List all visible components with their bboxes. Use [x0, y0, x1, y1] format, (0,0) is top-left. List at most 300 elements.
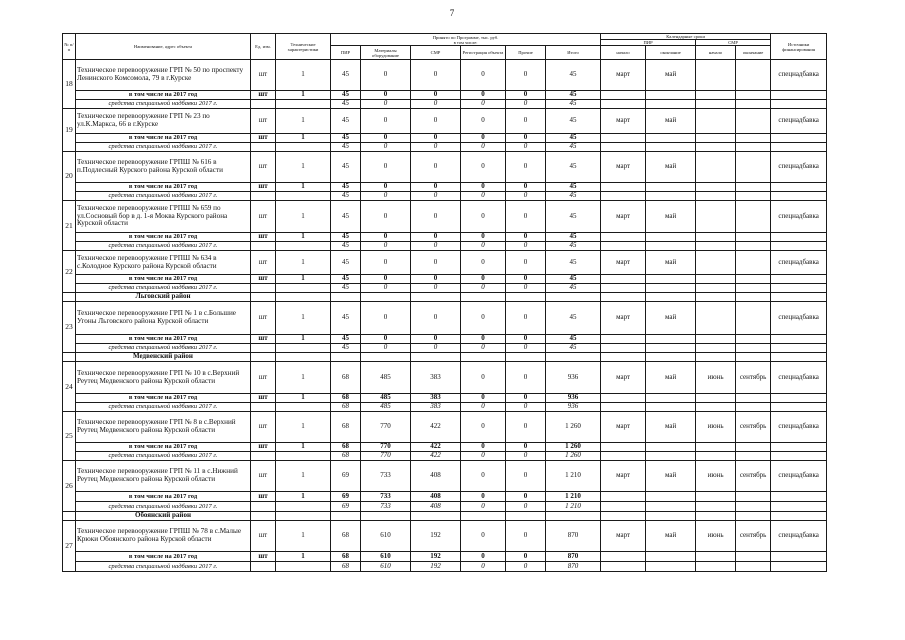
total-cost: 870: [546, 562, 601, 572]
object-row: [63, 521, 827, 552]
fund-label: средства специальной надбавки 2017 г.: [76, 562, 251, 572]
fund-label: средства специальной надбавки 2017 г.: [76, 403, 251, 412]
registration-cost: 0: [461, 183, 506, 192]
materials-cost: 0: [361, 335, 411, 344]
unit: шт: [251, 461, 276, 492]
empty-cell: [771, 275, 827, 284]
total-cost: 936: [546, 362, 601, 394]
smr-cost: 0: [411, 60, 461, 91]
empty-cell: [601, 192, 646, 201]
empty-cell: [771, 91, 827, 100]
empty-cell: [646, 502, 696, 512]
fund-label: средства специальной надбавки 2017 г.: [76, 100, 251, 109]
smr-cost: 408: [411, 502, 461, 512]
materials-cost: 733: [361, 492, 411, 502]
fund-row: [63, 403, 827, 412]
empty-cell: [736, 512, 771, 521]
empty-cell: [276, 344, 331, 353]
other-cost: 0: [506, 201, 546, 233]
funding-source: спецнадбавка: [771, 521, 827, 552]
registration-cost: 0: [461, 60, 506, 91]
registration-cost: 0: [461, 284, 506, 293]
registration-cost: 0: [461, 91, 506, 100]
funding-source: спецнадбавка: [771, 412, 827, 443]
year-row: [63, 233, 827, 242]
pir-cost: 45: [331, 201, 361, 233]
year-row: [63, 183, 827, 192]
registration-cost: 0: [461, 302, 506, 335]
object-name: Техническое перевооружение ГРПШ № 659 по ул.Сосновый бор в д. 1-я Моква Курского района Курской области: [76, 201, 251, 233]
col-header-smr-start: начало: [696, 46, 736, 60]
empty-cell: [736, 353, 771, 362]
empty-cell: [771, 192, 827, 201]
table-header: [63, 34, 827, 60]
row-number: 20: [63, 152, 76, 201]
empty-cell: [696, 183, 736, 192]
col-header-pir-start: начало: [601, 46, 646, 60]
empty-cell: [276, 284, 331, 293]
empty-cell: [646, 562, 696, 572]
unit: шт: [251, 362, 276, 394]
smr-start: июнь: [696, 362, 736, 394]
empty-cell: [251, 562, 276, 572]
empty-cell: [771, 233, 827, 242]
empty-cell: [696, 344, 736, 353]
year-label: в том числе на 2017 год: [76, 275, 251, 284]
empty-cell: [696, 403, 736, 412]
empty-cell: [736, 100, 771, 109]
empty-cell: [646, 134, 696, 143]
row-number: 26: [63, 461, 76, 512]
empty-cell: [696, 284, 736, 293]
fund-label: средства специальной надбавки 2017 г.: [76, 192, 251, 201]
col-header-smr: СМР: [411, 46, 461, 60]
other-cost: 0: [506, 461, 546, 492]
materials-cost: 485: [361, 403, 411, 412]
smr-start: июнь: [696, 521, 736, 552]
year-label: в том числе на 2017 год: [76, 552, 251, 562]
quantity: 1: [276, 183, 331, 192]
fund-row: [63, 242, 827, 251]
funding-source: спецнадбавка: [771, 60, 827, 91]
materials-cost: 610: [361, 552, 411, 562]
other-cost: 0: [506, 152, 546, 183]
empty-cell: [696, 512, 736, 521]
empty-cell: [646, 443, 696, 452]
empty-cell: [646, 344, 696, 353]
year-label: в том числе на 2017 год: [76, 394, 251, 403]
row-number: 18: [63, 60, 76, 109]
materials-cost: 0: [361, 302, 411, 335]
unit: шт: [251, 60, 276, 91]
other-cost: 0: [506, 452, 546, 461]
other-cost: 0: [506, 562, 546, 572]
col-header-pir: ПИР: [331, 46, 361, 60]
funding-source: спецнадбавка: [771, 201, 827, 233]
smr-cost: 0: [411, 251, 461, 275]
row-number: 22: [63, 251, 76, 293]
pir-cost: 68: [331, 552, 361, 562]
registration-cost: 0: [461, 552, 506, 562]
pir-end: май: [646, 152, 696, 183]
pir-cost: 68: [331, 403, 361, 412]
pir-cost: 45: [331, 183, 361, 192]
pir-cost: 68: [331, 443, 361, 452]
year-row: [63, 492, 827, 502]
quantity: 1: [276, 335, 331, 344]
empty-cell: [736, 492, 771, 502]
materials-cost: 733: [361, 502, 411, 512]
pir-cost: 45: [331, 134, 361, 143]
smr-start: [696, 251, 736, 275]
empty-cell: [461, 353, 506, 362]
unit: шт: [251, 91, 276, 100]
empty-cell: [411, 353, 461, 362]
program-table: [62, 33, 827, 572]
registration-cost: 0: [461, 362, 506, 394]
smr-cost: 192: [411, 562, 461, 572]
other-cost: 0: [506, 412, 546, 443]
empty-cell: [601, 91, 646, 100]
registration-cost: 0: [461, 143, 506, 152]
empty-cell: [276, 512, 331, 521]
empty-cell: [546, 293, 601, 302]
empty-cell: [736, 562, 771, 572]
pir-end: май: [646, 201, 696, 233]
pir-cost: 45: [331, 60, 361, 91]
empty-cell: [771, 353, 827, 362]
object-row: [63, 251, 827, 275]
pir-end: май: [646, 461, 696, 492]
smr-end: сентябрь: [736, 521, 771, 552]
col-header-number: № п/п: [63, 34, 76, 60]
other-cost: 0: [506, 275, 546, 284]
other-cost: 0: [506, 335, 546, 344]
empty-cell: [601, 183, 646, 192]
empty-cell: [771, 134, 827, 143]
empty-cell: [601, 293, 646, 302]
row-number: 25: [63, 412, 76, 461]
registration-cost: 0: [461, 562, 506, 572]
empty-cell: [411, 512, 461, 521]
object-row: [63, 412, 827, 443]
empty-cell: [736, 335, 771, 344]
empty-cell: [696, 492, 736, 502]
other-cost: 0: [506, 134, 546, 143]
empty-cell: [771, 284, 827, 293]
empty-cell: [601, 284, 646, 293]
empty-cell: [771, 143, 827, 152]
pir-cost: 45: [331, 91, 361, 100]
col-header-registration: Регистрация объекта: [461, 46, 506, 60]
pir-cost: 68: [331, 521, 361, 552]
unit: шт: [251, 492, 276, 502]
pir-cost: 45: [331, 275, 361, 284]
fund-row: [63, 192, 827, 201]
unit: шт: [251, 443, 276, 452]
empty-cell: [251, 344, 276, 353]
empty-cell: [361, 353, 411, 362]
unit: шт: [251, 109, 276, 134]
other-cost: 0: [506, 109, 546, 134]
program-subtitle: в том числе:: [453, 39, 478, 45]
registration-cost: 0: [461, 242, 506, 251]
year-row: [63, 443, 827, 452]
smr-cost: 192: [411, 552, 461, 562]
empty-cell: [771, 452, 827, 461]
empty-cell: [736, 443, 771, 452]
program-title: Принято по Программе, тыс. руб.: [432, 34, 499, 40]
registration-cost: 0: [461, 344, 506, 353]
empty-cell: [771, 403, 827, 412]
empty-cell: [251, 353, 276, 362]
total-cost: 45: [546, 91, 601, 100]
empty-cell: [696, 394, 736, 403]
empty-cell: [601, 100, 646, 109]
pir-end: май: [646, 412, 696, 443]
empty-cell: [251, 284, 276, 293]
fund-row: [63, 452, 827, 461]
funding-source: спецнадбавка: [771, 152, 827, 183]
empty-cell: [546, 512, 601, 521]
empty-cell: [601, 403, 646, 412]
year-label: в том числе на 2017 год: [76, 492, 251, 502]
object-row: [63, 109, 827, 134]
empty-cell: [506, 512, 546, 521]
quantity: 1: [276, 251, 331, 275]
quantity: 1: [276, 302, 331, 335]
materials-cost: 0: [361, 134, 411, 143]
total-cost: 45: [546, 201, 601, 233]
fund-label: средства специальной надбавки 2017 г.: [76, 502, 251, 512]
smr-cost: 0: [411, 109, 461, 134]
empty-cell: [736, 403, 771, 412]
empty-cell: [251, 143, 276, 152]
empty-cell: [736, 134, 771, 143]
empty-cell: [646, 403, 696, 412]
total-cost: 45: [546, 275, 601, 284]
empty-cell: [251, 452, 276, 461]
quantity: 1: [276, 233, 331, 242]
pir-cost: 45: [331, 335, 361, 344]
object-row: [63, 152, 827, 183]
smr-start: июнь: [696, 412, 736, 443]
fund-row: [63, 100, 827, 109]
row-number: 23: [63, 302, 76, 353]
empty-cell: [696, 562, 736, 572]
empty-cell: [771, 335, 827, 344]
empty-cell: [601, 143, 646, 152]
smr-end: [736, 60, 771, 91]
total-cost: 45: [546, 233, 601, 242]
year-label: в том числе на 2017 год: [76, 335, 251, 344]
empty-cell: [771, 492, 827, 502]
smr-cost: 383: [411, 403, 461, 412]
empty-cell: [696, 233, 736, 242]
total-cost: 45: [546, 242, 601, 251]
other-cost: 0: [506, 502, 546, 512]
total-cost: 936: [546, 394, 601, 403]
year-row: [63, 335, 827, 344]
empty-cell: [646, 183, 696, 192]
empty-cell: [696, 502, 736, 512]
year-label: в том числе на 2017 год: [76, 91, 251, 100]
quantity: 1: [276, 552, 331, 562]
fund-label: средства специальной надбавки 2017 г.: [76, 452, 251, 461]
empty-cell: [506, 293, 546, 302]
col-header-other: Прочие: [506, 46, 546, 60]
col-header-calendar: Календарные сроки: [601, 34, 771, 40]
empty-cell: [771, 443, 827, 452]
total-cost: 45: [546, 284, 601, 293]
other-cost: 0: [506, 552, 546, 562]
materials-cost: 733: [361, 461, 411, 492]
pir-end: май: [646, 251, 696, 275]
registration-cost: 0: [461, 461, 506, 492]
registration-cost: 0: [461, 192, 506, 201]
total-cost: 45: [546, 109, 601, 134]
object-row: [63, 362, 827, 394]
year-row: [63, 394, 827, 403]
empty-cell: [276, 562, 331, 572]
pir-start: март: [601, 60, 646, 91]
empty-cell: [696, 275, 736, 284]
empty-cell: [646, 275, 696, 284]
smr-cost: 0: [411, 100, 461, 109]
pir-cost: 45: [331, 302, 361, 335]
total-cost: 45: [546, 60, 601, 91]
pir-end: май: [646, 362, 696, 394]
unit: шт: [251, 412, 276, 443]
table-body: [63, 60, 827, 572]
empty-cell: [276, 293, 331, 302]
fund-row: [63, 502, 827, 512]
empty-cell: [696, 242, 736, 251]
other-cost: 0: [506, 394, 546, 403]
smr-end: [736, 201, 771, 233]
registration-cost: 0: [461, 412, 506, 443]
other-cost: 0: [506, 362, 546, 394]
smr-start: [696, 302, 736, 335]
quantity: 1: [276, 394, 331, 403]
smr-cost: 0: [411, 284, 461, 293]
quantity: 1: [276, 521, 331, 552]
empty-cell: [646, 242, 696, 251]
smr-start: [696, 201, 736, 233]
smr-cost: 0: [411, 233, 461, 242]
empty-cell: [601, 242, 646, 251]
empty-cell: [276, 452, 331, 461]
pir-cost: 68: [331, 562, 361, 572]
section-title: Обоянский район: [76, 512, 251, 521]
smr-cost: 0: [411, 275, 461, 284]
empty-cell: [63, 512, 76, 521]
materials-cost: 485: [361, 362, 411, 394]
empty-cell: [696, 452, 736, 461]
total-cost: 1 210: [546, 492, 601, 502]
empty-cell: [601, 502, 646, 512]
unit: шт: [251, 302, 276, 335]
empty-cell: [601, 394, 646, 403]
registration-cost: 0: [461, 275, 506, 284]
empty-cell: [506, 353, 546, 362]
registration-cost: 0: [461, 335, 506, 344]
section-row: [63, 293, 827, 302]
row-number: 19: [63, 109, 76, 152]
smr-cost: 383: [411, 394, 461, 403]
empty-cell: [63, 353, 76, 362]
section-title: Медвенский район: [76, 353, 251, 362]
section-row: [63, 512, 827, 521]
fund-row: [63, 562, 827, 572]
quantity: 1: [276, 443, 331, 452]
empty-cell: [696, 353, 736, 362]
empty-cell: [771, 394, 827, 403]
empty-cell: [361, 293, 411, 302]
unit: шт: [251, 251, 276, 275]
pir-start: март: [601, 412, 646, 443]
total-cost: 45: [546, 152, 601, 183]
quantity: 1: [276, 109, 331, 134]
unit: шт: [251, 233, 276, 242]
total-cost: 936: [546, 403, 601, 412]
empty-cell: [251, 242, 276, 251]
col-header-pir-end: окончание: [646, 46, 696, 60]
fund-label: средства специальной надбавки 2017 г.: [76, 242, 251, 251]
materials-cost: 0: [361, 284, 411, 293]
empty-cell: [646, 293, 696, 302]
empty-cell: [696, 335, 736, 344]
empty-cell: [461, 512, 506, 521]
pir-cost: 45: [331, 109, 361, 134]
row-number: 24: [63, 362, 76, 412]
empty-cell: [736, 275, 771, 284]
quantity: 1: [276, 492, 331, 502]
other-cost: 0: [506, 91, 546, 100]
smr-end: [736, 109, 771, 134]
empty-cell: [601, 552, 646, 562]
fund-label: средства специальной надбавки 2017 г.: [76, 344, 251, 353]
empty-cell: [646, 192, 696, 201]
row-number: 27: [63, 521, 76, 572]
object-row: [63, 461, 827, 492]
empty-cell: [696, 552, 736, 562]
materials-cost: 0: [361, 143, 411, 152]
pir-start: март: [601, 152, 646, 183]
pir-cost: 69: [331, 502, 361, 512]
col-header-unit: Ед. изм.: [251, 34, 276, 60]
total-cost: 45: [546, 100, 601, 109]
col-header-sources: Источники финансирования: [771, 34, 827, 60]
pir-cost: 45: [331, 100, 361, 109]
empty-cell: [736, 344, 771, 353]
registration-cost: 0: [461, 403, 506, 412]
pir-cost: 45: [331, 143, 361, 152]
unit: шт: [251, 335, 276, 344]
empty-cell: [736, 293, 771, 302]
other-cost: 0: [506, 443, 546, 452]
empty-cell: [276, 502, 331, 512]
unit: шт: [251, 275, 276, 284]
materials-cost: 0: [361, 251, 411, 275]
empty-cell: [771, 183, 827, 192]
pir-start: март: [601, 461, 646, 492]
empty-cell: [646, 492, 696, 502]
empty-cell: [736, 143, 771, 152]
other-cost: 0: [506, 251, 546, 275]
empty-cell: [601, 134, 646, 143]
materials-cost: 610: [361, 562, 411, 572]
